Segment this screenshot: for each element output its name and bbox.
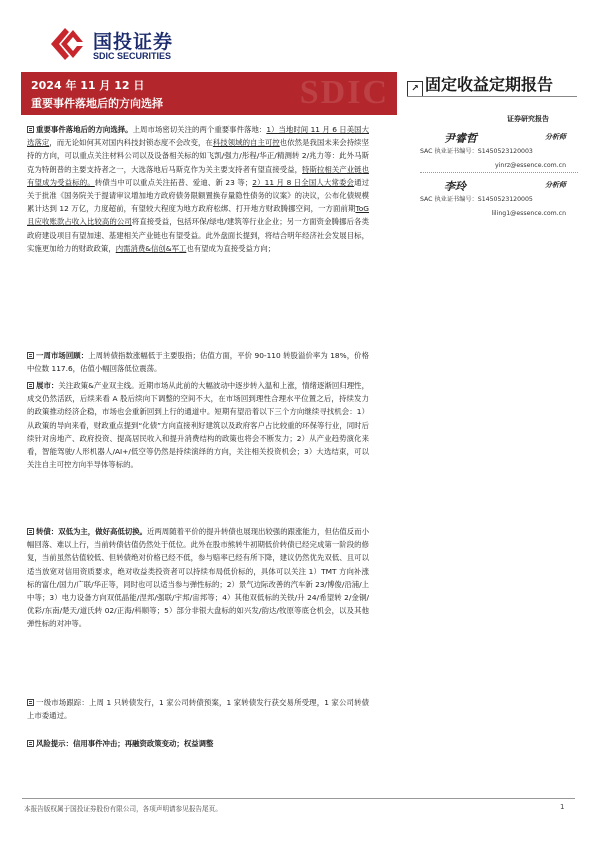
paragraph-text: 关注政策&产业双主线。近期市场从此前的大幅波动中逐步转入温和上涨，情绪逐渐回归理性，成交仍然活跃，后续来看 A 股后续向下调整的空间不大，在市场回到理性合理水平位置之后，持续发力的政策推动经济企稳，市场也会重新回到上行的通道中。短期有望沿着以下三个方向继续寻找机会：1）从政策的导向来看，财政重点提到“化债”方向直接利好建筑以及政府客户占比较重的环保等行业，同时后续针对房地产、政府投资、提高居民收入和提升消费结构的政策也将会不断发力；2）从产业趋势演化来看，智能驾驶/人形机器人/AI+/低空等仍然是持续演绎的方向，关注相关投资机会；3）大选结束，可以关注自主可控方向半导体等标的。	[27, 381, 369, 470]
report-title	[407, 72, 577, 96]
underlined-text: ToG 且应收账款占收入比较高的公司	[27, 204, 369, 227]
risk-section	[27, 737, 369, 750]
underlined-text: 2）11 月 8 日全国人大常委会	[252, 177, 355, 187]
bullet-box-icon	[27, 352, 34, 359]
underlined-text: 1）当地时间 11 月 6 日美国大选落定	[27, 125, 369, 148]
section-heading: 一周市场回顾：	[36, 351, 89, 360]
analyst-email[interactable]: liling1@essence.com.cn	[491, 210, 566, 217]
banner-watermark: SDIC	[299, 74, 389, 111]
report-banner	[21, 72, 397, 115]
paragraph-text: 上周市场密切关注的两个重要事件落地：	[132, 125, 267, 134]
paragraph-text: 近两周随着平价的提升转债也展现出较强的跟涨能力，但估值反而小幅回落、难以上行，当前转债估值仍然处于低位。此外在股市熊转牛初期低价转债已经完成第一阶段的修复，当前虽然估值较低、但转债绝对价格已经不低，参与赔率已经有所下降，建议仍然优先双低、且可以适当放宽对信用资质要求，绝对收益类投资者可以持续布局低价标的，具体可以关注 1）TMT 方向补涨标的富仕/国力/广联/华正等，同时也可以适当参与弹性标的；2）景气边际改善的汽车新 23/博俊/沿浦/上中等；3）电力设备方向双低晶能/涅邦/强联/宇邦/宙邦等；4）其他双低标的关铁/升 24/希望转 2/金铜/优彩/东南/楚天/道氏转 02/正海/科顺等；5）部分非银大盘标的如兴发/韵达/牧原等底仓机会，以及其他弹性标的对冲等。	[27, 527, 369, 629]
bullet-box-icon	[27, 126, 34, 133]
report-date: 2024 年 11 月 12 日	[31, 79, 145, 92]
company-logo	[47, 24, 207, 68]
title-divider	[407, 96, 577, 97]
report-subtitle: 重要事件落地后的方向选择	[31, 97, 163, 110]
page-number: 1	[560, 803, 565, 811]
outlook-section	[27, 379, 369, 471]
bullet-box-icon	[27, 528, 34, 535]
analyst-card	[420, 130, 578, 176]
bullet-box-icon	[27, 699, 34, 706]
analyst-divider	[420, 172, 578, 173]
logo-text-en: SDIC SECURITIES	[93, 51, 172, 61]
paragraph-text: 一级市场跟踪：上周 1 只转债发行，1 家公司转债预案，1 家转债发行获交易所受理，1 家公司转债上市委通过。	[27, 698, 369, 721]
underlined-text: 内需消费&信创&军工	[115, 243, 187, 253]
bullet-box-icon	[27, 740, 34, 747]
analyst-role: 分析师	[545, 181, 566, 189]
analyst-card	[420, 178, 578, 224]
analyst-name: 李玲	[444, 180, 466, 193]
chart-icon: ↗	[407, 81, 423, 97]
section-heading: 转债：双低为主，做好高低切换。	[36, 527, 147, 536]
paragraph-text: 也有望成为直接受益方向；	[186, 243, 276, 253]
paragraph-text: 通过关于批准《国务院关于提请审议增加地方政府债务限额置换存量隐性债务的议案》的决议，公布化债规模累计达到 12 万亿，力度超前，有望较大程度为地方政府松绑、打开地方财政腾挪空间，一方面前期	[27, 177, 369, 214]
summary-section	[27, 123, 369, 255]
convertible-bond-section	[27, 525, 369, 631]
paragraph-text: 将直接受益，包括环保/绿电/建筑等行业企业；另一方面资金腾挪后各类政府建设项目有望加速、基建相关产业链也有望受益。此外盘面长提到，将结合明年经济社会发展目标，实施更加给力的财政政策，	[27, 217, 369, 253]
paragraph-text: ，而无论如何其对国内科技封锁态度不会改变，在	[49, 138, 213, 148]
report-title-text: 固定收益定期报告	[425, 75, 554, 94]
paragraph-text: 上周转债指数涨幅低于主要股指；估值方面，平价 90-110 转股溢价率为 18%，价格中位数 117.6，估值小幅回落低位震荡。	[27, 351, 369, 374]
analyst-role: 分析师	[545, 133, 566, 141]
underlined-text: 特斯拉相关产业链也有望成为受益标的。	[27, 164, 369, 187]
sdic-logo-icon	[47, 24, 87, 64]
section-heading: 展市：	[36, 381, 59, 390]
analyst-license: SAC 执业证书编号：S1450523120003	[420, 148, 533, 155]
logo-text-cn: 国投证券	[93, 31, 174, 53]
footer-divider	[22, 798, 575, 799]
analyst-name: 尹睿哲	[444, 132, 477, 145]
section-heading: 重要事件落地后的方向选择。	[36, 125, 133, 134]
bullet-box-icon	[27, 382, 34, 389]
paragraph-text: 转债当中可以重点关注拓普、爱迪、新 23 等；	[94, 177, 253, 187]
primary-market-section	[27, 696, 369, 722]
analyst-email[interactable]: yinrz@essence.com.cn	[495, 162, 566, 169]
market-review-section	[27, 349, 369, 375]
underlined-text: 科技领域的自主可控	[212, 138, 280, 148]
analyst-license: SAC 执业证书编号：S1450523120005	[420, 196, 533, 203]
research-tag: 证券研究报告	[507, 115, 549, 123]
risk-warning: 风险提示：信用事件冲击；再融资政策变动；权益调整	[36, 739, 214, 748]
footer-disclaimer: 本报告版权属于国投证券股份有限公司，各项声明请参见报告尾页。	[24, 805, 222, 813]
paragraph-text: 也依然是我国未来会持续坚持的方向，可以重点关注材料公司以及设备相关标的如飞凯/强力/彤程/华正/精测转 2/兆力等：此外马斯克为特朗普的主要支持者之一，大选落地后马斯克作为关主要支持者有望直接受益，	[27, 138, 369, 174]
